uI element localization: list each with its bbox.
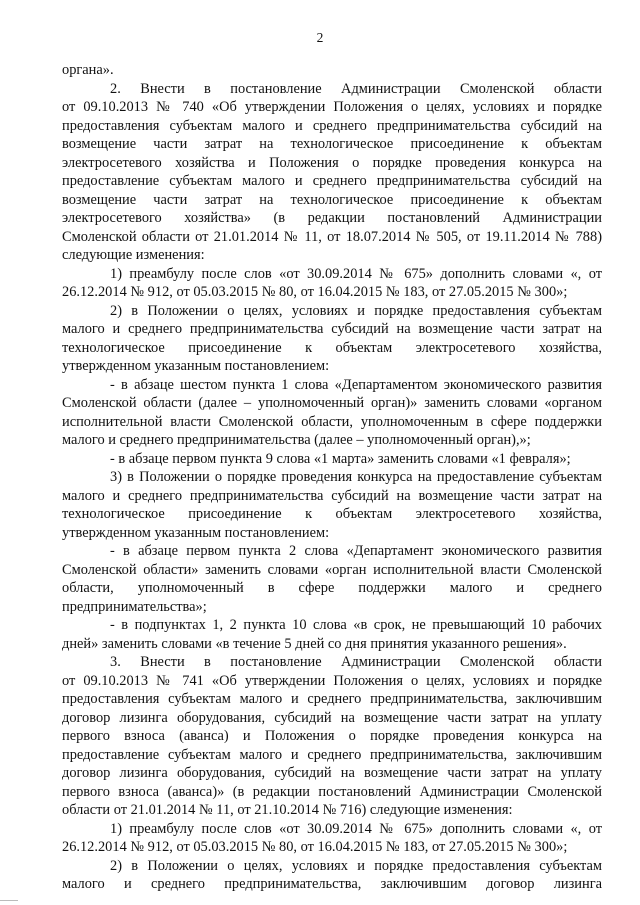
scan-edge-mark (0, 900, 18, 905)
text-line: области от 21.01.2014 № 11, от 21.10.2014 № 716) следующие изменения: (62, 802, 513, 818)
text-line: 1) преамбулу после слов «от 30.09.2014 № 675» дополнить словами «, от (110, 265, 602, 282)
text-line: - в абзаце первом пункта 2 слова «Департамент экономического развития (110, 543, 602, 559)
text-line: технологическое присоединение к объектам электросетевого хозяйства, (62, 506, 602, 522)
text-line: области, уполномоченный в сфере поддержки малого и среднего (62, 580, 602, 596)
text-line: 26.12.2014 № 912, от 05.03.2015 № 80, от 16.04.2015 № 183, от 27.05.2015 № 300»; (62, 839, 568, 855)
text-line: 2. Внести в постановление Администрации Смоленской области (110, 80, 602, 97)
text-line: технологическое присоединение к объектам электросетевого хозяйства, (62, 339, 602, 356)
text-line: предоставления субъектам малого и среднего предпринимательства субсидий на (62, 117, 602, 134)
text-line: первого взноса (аванса)» (в редакции постановлений Администрации Смоленской (62, 783, 602, 800)
text-line: малого и среднего предпринимательства, заключившим договор лизинга (62, 876, 602, 892)
text-line: 2) в Положении о целях, условиях и порядке предоставления субъектам (110, 302, 602, 319)
text-line: 26.12.2014 № 912, от 05.03.2015 № 80, от 16.04.2015 № 183, от 27.05.2015 № 300»; (62, 284, 568, 300)
text-line: возмещение части затрат на технологическое присоединение к объектам (62, 136, 602, 152)
text-line: малого и среднего предпринимательства субсидий на возмещение части затрат на (62, 321, 602, 337)
text-line: Смоленской области (далее – уполномоченный орган)» заменить словами «органом (62, 395, 602, 411)
text-line: 2) в Положении о целях, условиях и порядке предоставления субъектам (110, 857, 602, 874)
text-line: утвержденном указанным постановлением: (62, 358, 330, 374)
text-line: предоставление субъектам малого и среднего предпринимательства, заключившим (62, 746, 602, 763)
page-number: 2 (316, 30, 324, 45)
text-line: электросетевого хозяйства» (в редакции постановлений Администрации (62, 210, 602, 226)
text-line: малого и среднего предпринимательства субсидий на возмещение части затрат на (62, 487, 602, 504)
text-line: исполнительной власти Смоленской области, уполномоченным в сфере поддержки (62, 413, 602, 430)
text-line: предпринимательства»; (62, 598, 207, 615)
text-line: от 09.10.2013 № 741 «Об утверждении Положения о целях, условиях и порядке (62, 672, 602, 689)
text-line: следующие изменения: (62, 247, 205, 263)
text-line: договор лизинга оборудования, субсидий на возмещение части затрат на уплату (62, 709, 602, 726)
text-line: - в абзаце первом пункта 9 слова «1 марта» заменить словами «1 февраля»; (110, 450, 571, 467)
text-line: 3) в Положении о порядке проведения конкурса на предоставление субъектам (110, 469, 602, 485)
text-line: малого и среднего предпринимательства (далее – уполномоченный орган),»; (62, 432, 531, 448)
text-line: органа». (62, 62, 114, 78)
text-line: - в абзаце шестом пункта 1 слова «Департаментом экономического развития (110, 376, 602, 393)
text-line: предоставления субъектам малого и среднего предпринимательства, заключившим (62, 691, 602, 707)
text-line: 3. Внести в постановление Администрации Смоленской области (110, 654, 602, 670)
text-line: электросетевого хозяйства и Положения о порядке проведения конкурса на (62, 154, 602, 171)
text-line: Смоленской области» заменить словами «орган исполнительной власти Смоленской (62, 561, 602, 578)
text-line: 1) преамбулу после слов «от 30.09.2014 № 675» дополнить словами «, от (110, 820, 602, 837)
document-body (62, 61, 602, 894)
text-line: договор лизинга оборудования, субсидий на возмещение части затрат на уплату (62, 765, 602, 781)
text-line: предоставление субъектам малого и среднего предпринимательства субсидий на (62, 173, 602, 189)
text-line: - в подпунктах 1, 2 пункта 10 слова «в срок, не превышающий 10 рабочих (110, 617, 602, 633)
text-line: Смоленской области от 21.01.2014 № 11, от 18.07.2014 № 505, от 19.11.2014 № 788) (62, 228, 602, 245)
text-line: дней» заменить словами «в течение 5 дней со дня принятия указанного решения». (62, 635, 567, 652)
text-line: утвержденном указанным постановлением: (62, 524, 330, 541)
text-line: возмещение части затрат на технологическое присоединение к объектам (62, 191, 602, 208)
text-line: от 09.10.2013 № 740 «Об утверждении Положения о целях, условиях и порядке (62, 99, 602, 115)
text-line: первого взноса (аванса) и Положения о порядке проведения конкурса на (62, 728, 602, 744)
